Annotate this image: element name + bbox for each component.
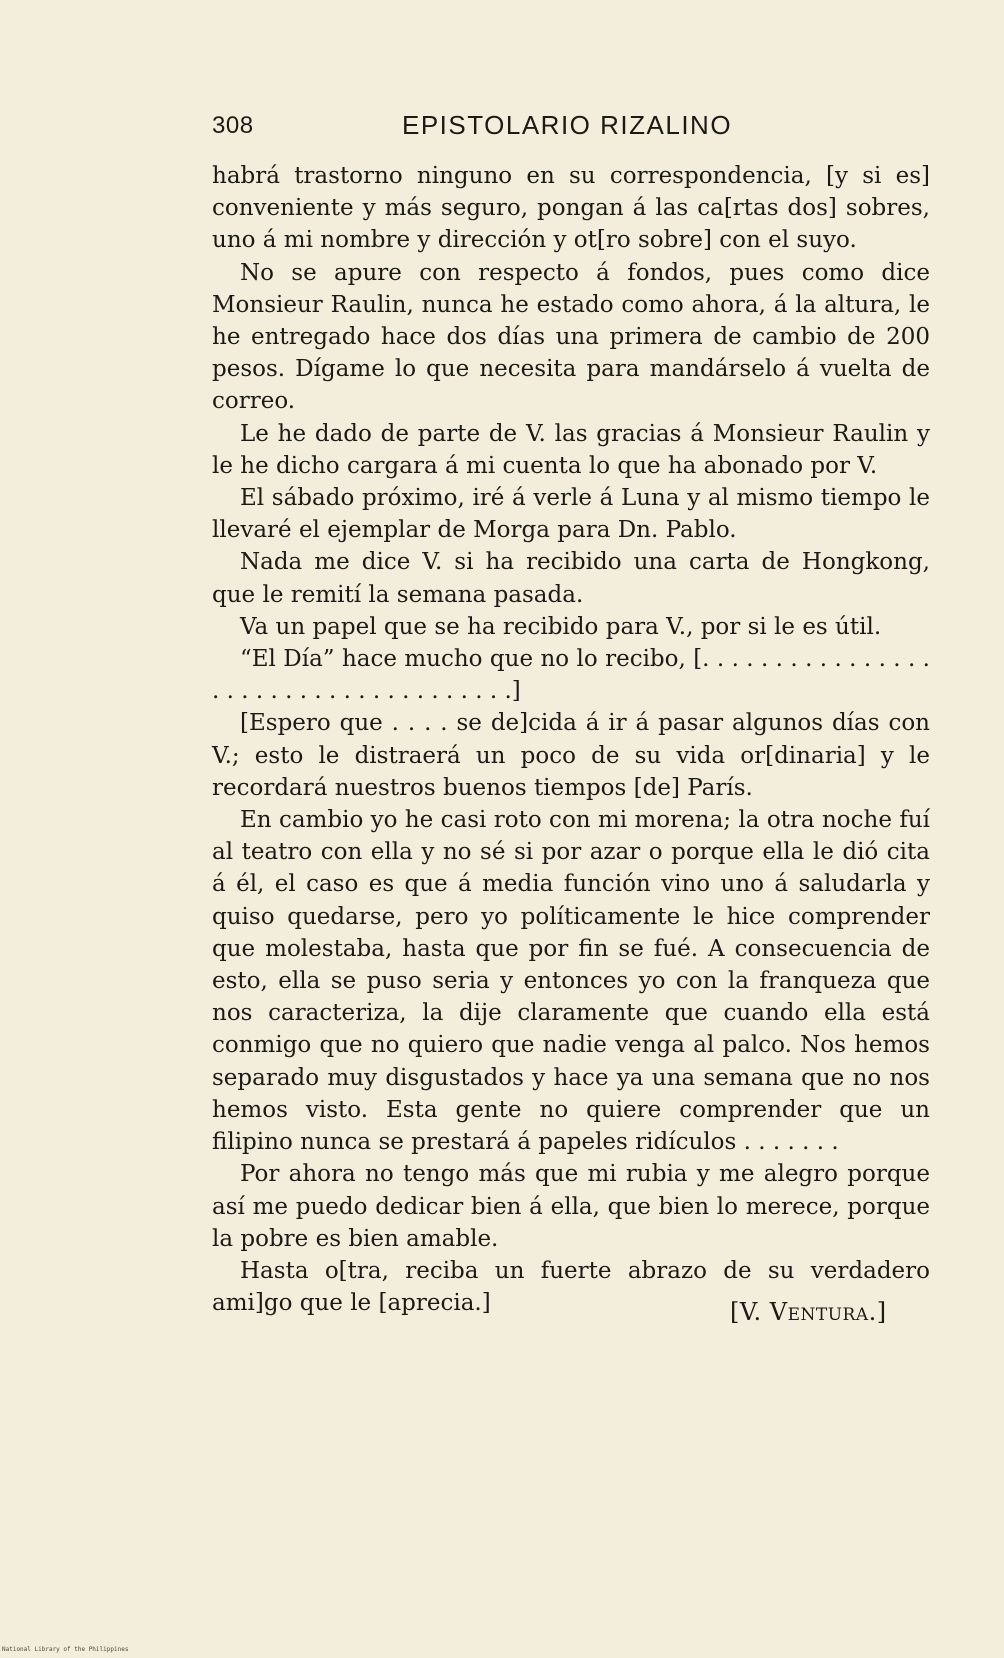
- signature: [730, 1298, 887, 1326]
- signature-close: .]: [868, 1298, 887, 1326]
- paragraph-rubia: Por ahora no tengo más que mi rubia y me alegro porque así me puedo dedicar bien á ella, que bien lo merece, porque la pobre es bien amable.: [212, 1161, 930, 1252]
- signature-open: [V.: [730, 1298, 770, 1326]
- paragraph-thanks: Le he dado de parte de V. las gracias á Monsieur Raulin y le he dicho cargara á mi cuenta lo que ha abonado por V.: [212, 420, 930, 479]
- paragraph-saturday: El sábado próximo, iré á verle á Luna y al mismo tiempo le llevaré el ejemplar de Morga para Dn. Pablo.: [212, 485, 930, 544]
- running-title: EPISTOLARIO RIZALINO: [402, 110, 733, 140]
- letter-body: [212, 160, 930, 1319]
- paragraph-continuation: habrá trastorno ninguno en su correspondencia, [y si es] conveniente y más seguro, pongan á las ca[rtas dos] sobres, uno á mi nombre y dirección y ot[ro sobre] con el suyo.: [212, 163, 930, 254]
- paragraph-funds: No se apure con respecto á fondos, pues como dice Monsieur Raulin, nunca he estado como ahora, á la altura, le he entregado hace dos días una primera de cambio de 200 pesos. Dígame lo que necesita para mandárselo á vuelta de correo.: [212, 259, 930, 415]
- page-number: 308: [212, 112, 254, 139]
- paragraph-paper: Va un papel que se ha recibido para V., por si le es útil.: [240, 613, 882, 640]
- running-head: [212, 112, 932, 142]
- paragraph-espero: [Espero que . . . . se de]cida á ir á pasar algunos días con V.; esto le distraerá un poco de su vida or[dinaria] y le recordará nuestros buenos tiempos [de] París.: [212, 710, 930, 801]
- paragraph-el-dia: “El Día” hace mucho que no lo recibo, [. . . . . . . . . . . . . . . . . . . . . . . . . . . . . . . . . . . . .]: [212, 646, 930, 705]
- paragraph-hongkong: Nada me dice V. si ha recibido una carta de Hongkong, que le remití la semana pasada.: [212, 549, 930, 608]
- signature-name: Ventura: [769, 1298, 869, 1326]
- paragraph-morena: En cambio yo he casi roto con mi morena; la otra noche fuí al teatro con ella y no sé si por azar o porque ella le dió cita á él, el caso es que á media función vino uno á saludarla y quiso quedarse, pero yo políticamente le hice comprender que molestaba, hasta que por fin se fué. A consecuencia de esto, ella se puso seria y entonces yo con la franqueza que nos caracteriza, la dije claramente que cuando ella está conmigo que no quiero que nadie venga al palco. Nos hemos separado muy disgustados y hace ya una semana que no nos hemos visto. Esta gente no quiere comprender que un filipino nunca se prestará á papeles ridículos . . . . . . .: [212, 807, 930, 1156]
- paragraph-closing: Hasta o[tra, reciba un fuerte abrazo de su verdadero ami]go que le [aprecia.]: [212, 1257, 930, 1317]
- library-credit: National Library of the Philippines: [2, 1646, 129, 1653]
